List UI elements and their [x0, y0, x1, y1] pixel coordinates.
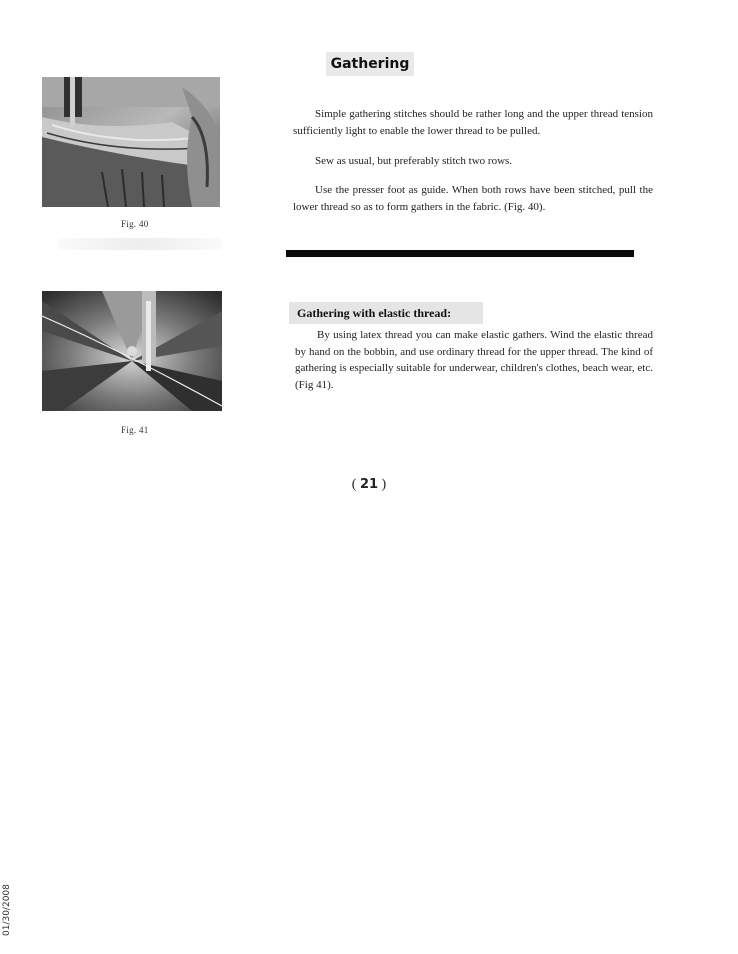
paragraph-stitch-rows: Sew as usual, but preferably stitch two rows.	[315, 155, 513, 167]
paragraph-elastic-thread: By using latex thread you can make elastic gathers. Wind the elastic thread by hand on the bobbin, and use ordinary thread for the upper thread. The kind of gathering is especially suitable for underwear, children's clothes, beach wear, etc. (Fig 41).	[295, 329, 653, 391]
side-date-stamp: 01/30/2008	[2, 884, 12, 936]
page-number: ( 21 )	[351, 477, 387, 492]
figure-40-caption: Fig. 40	[121, 219, 149, 229]
page-number-value: 21	[359, 477, 379, 492]
section-heading-elastic-thread: Gathering with elastic thread:	[289, 302, 483, 324]
paragraph-gathering-stitches: Simple gathering stitches should be rather long and the upper thread tension sufficiently light to enable the lower thread to be pulled.	[293, 108, 653, 137]
scan-smudge	[58, 238, 222, 250]
figure-41-caption: Fig. 41	[121, 425, 149, 435]
figure-40-photo	[42, 77, 220, 207]
page-title: Gathering	[326, 52, 414, 76]
paragraph-presser-foot: Use the presser foot as guide. When both rows have been stitched, pull the lower thread so as to form gathers in the fabric. (Fig. 40).	[293, 184, 653, 213]
section-divider	[286, 250, 634, 257]
figure-41-photo	[42, 291, 222, 411]
